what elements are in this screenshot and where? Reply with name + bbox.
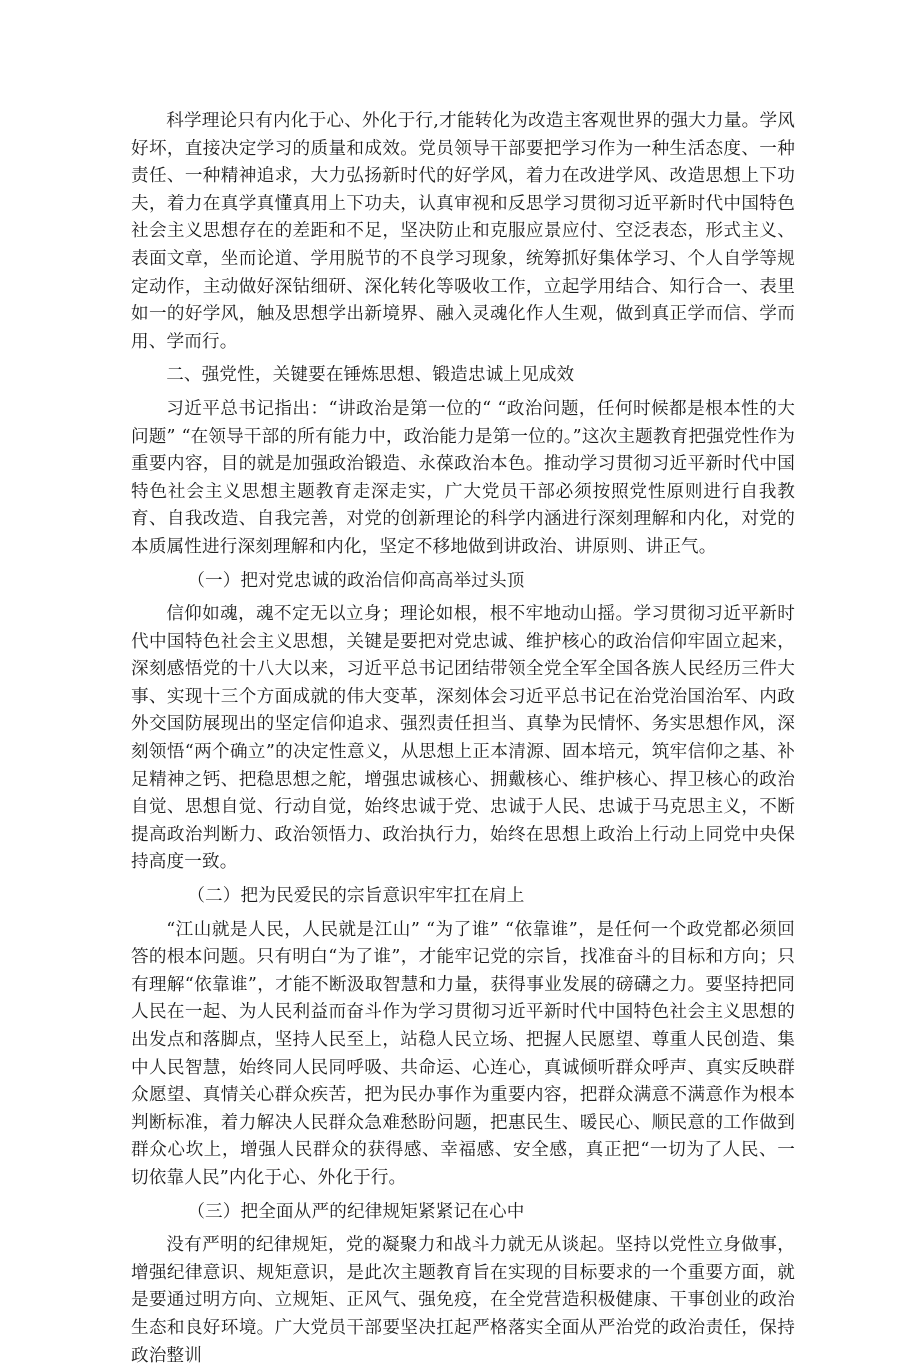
paragraph-belief-soul: 信仰如魂，魂不定无以立身；理论如根，根不牢地动山摇。学习贯彻习近平新时代中国特色社会主义思想，关键是要把对党忠诚、维护核心的政治信仰牢固立起来，深刻感悟党的十八大以来，习近平总书记团结带领全党全军全国各族人民经历三件大事、实现十三个方面成就的伟大变革，深刻体会习近平总书记在治党治国治军、内政外交国防展现出的坚定信仰追求、强烈责任担当、真挚为民情怀、务实思想作风，深刻领悟“两个确立”的决定性意义，从思想上正本清源、固本培元，筑牢信仰之基、补足精神之钙、把稳思想之舵，增强忠诚核心、拥戴核心、维护核心、捍卫核心的政治自觉、思想自觉、行动自觉，始终忠诚于党、忠诚于人民、忠诚于马克思主义，不断提高政治判断力、政治领悟力、政治执行力，始终在思想上政治上行动上同党中央保持高度一致。 [131,604,795,873]
subheading-strict-discipline: （三）把全面从严的纪律规矩紧紧记在心中 [187,1201,525,1222]
section-heading-party-spirit: 二、强党性，关键要在锤炼思想、锻造忠诚上见成效 [166,365,575,386]
paragraph-discipline-rules: 没有严明的纪律规矩，党的凝聚力和战斗力就无从谈起。坚持以党性立身做事，增强纪律意识、规矩意识，是此次主题教育旨在实现的目标要求的一个重要方面，就是要通过明方向、立规矩、正风气、强免疫，在全党营造积极健康、干事创业的政治生态和良好环境。广大党员干部要坚决扛起严格落实全面从严治党的政治责任，保持政治整训 [131,1235,795,1366]
subheading-loyalty-belief: （一）把对党忠诚的政治信仰高高举过头顶 [187,570,525,591]
paragraph-politics-first: 习近平总书记指出：“讲政治是第一位的“ “政治问题，任何时候都是根本性的大问题” “在领导干部的所有能力中，政治能力是第一位的。”这次主题教育把强党性作为重要内容，目的就是加强政治锻造、永葆政治本色。推动学习贯彻习近平新时代中国特色社会主义思想主题教育走深走实，广大党员干部必须按照党性原则进行自我教育、自我改造、自我完善，对党的创新理论的科学内涵进行深刻理解和内化，对党的本质属性进行深刻理解和内化，坚定不移地做到讲政治、讲原则、讲正气。 [131,398,795,557]
paragraph-people-country: “江山就是人民，人民就是江山” “为了谁” “依靠谁”，是任何一个政党都必须回答的根本问题。只有明白“为了谁”，才能牢记党的宗旨，找准奋斗的目标和方向；只有理解“依靠谁”，才能不断汲取智慧和力量，获得事业发展的磅礴之力。要坚持把同人民在一起、为人民利益而奋斗作为学习贯彻习近平新时代中国特色社会主义思想的出发点和落脚点，坚持人民至上，站稳人民立场、把握人民愿望、尊重人民创造、集中人民智慧，始终同人民同呼吸、共命运、心连心，真诚倾听群众呼声、真实反映群众愿望、真情关心群众疾苦，把为民办事作为重要内容，把群众满意不满意作为根本判断标准，着力解决人民群众急难愁盼问题，把惠民生、暖民心、顺民意的工作做到群众心坎上，增强人民群众的获得感、幸福感、安全感，真正把“一切为了人民、一切依靠人民”内化于心、外化于行。 [131,919,795,1188]
document-page [131,108,795,1370]
subheading-serve-people: （二）把为民爱民的宗旨意识牢牢扛在肩上 [187,886,525,907]
paragraph-study-style: 科学理论只有内化于心、外化于行,才能转化为改造主客观世界的强大力量。学风好坏，直接决定学习的质量和成效。党员领导干部要把学习作为一种生活态度、一种责任、一种精神追求，大力弘扬新时代的好学风，着力在改进学风、改造思想上下功夫，着力在真学真懂真用上下功夫，认真审视和反思学习贯彻习近平新时代中国特色社会主义思想存在的差距和不足，坚决防止和克服应景应付、空泛表态，形式主义、表面文章，坐而论道、学用脱节的不良学习现象，统筹抓好集体学习、个人自学等规定动作，主动做好深钻细研、深化转化等吸收工作，立起学用结合、知行合一、表里如一的好学风，触及思想学出新境界、融入灵魂化作人生观，做到真正学而信、学而用、学而行。 [131,111,795,352]
